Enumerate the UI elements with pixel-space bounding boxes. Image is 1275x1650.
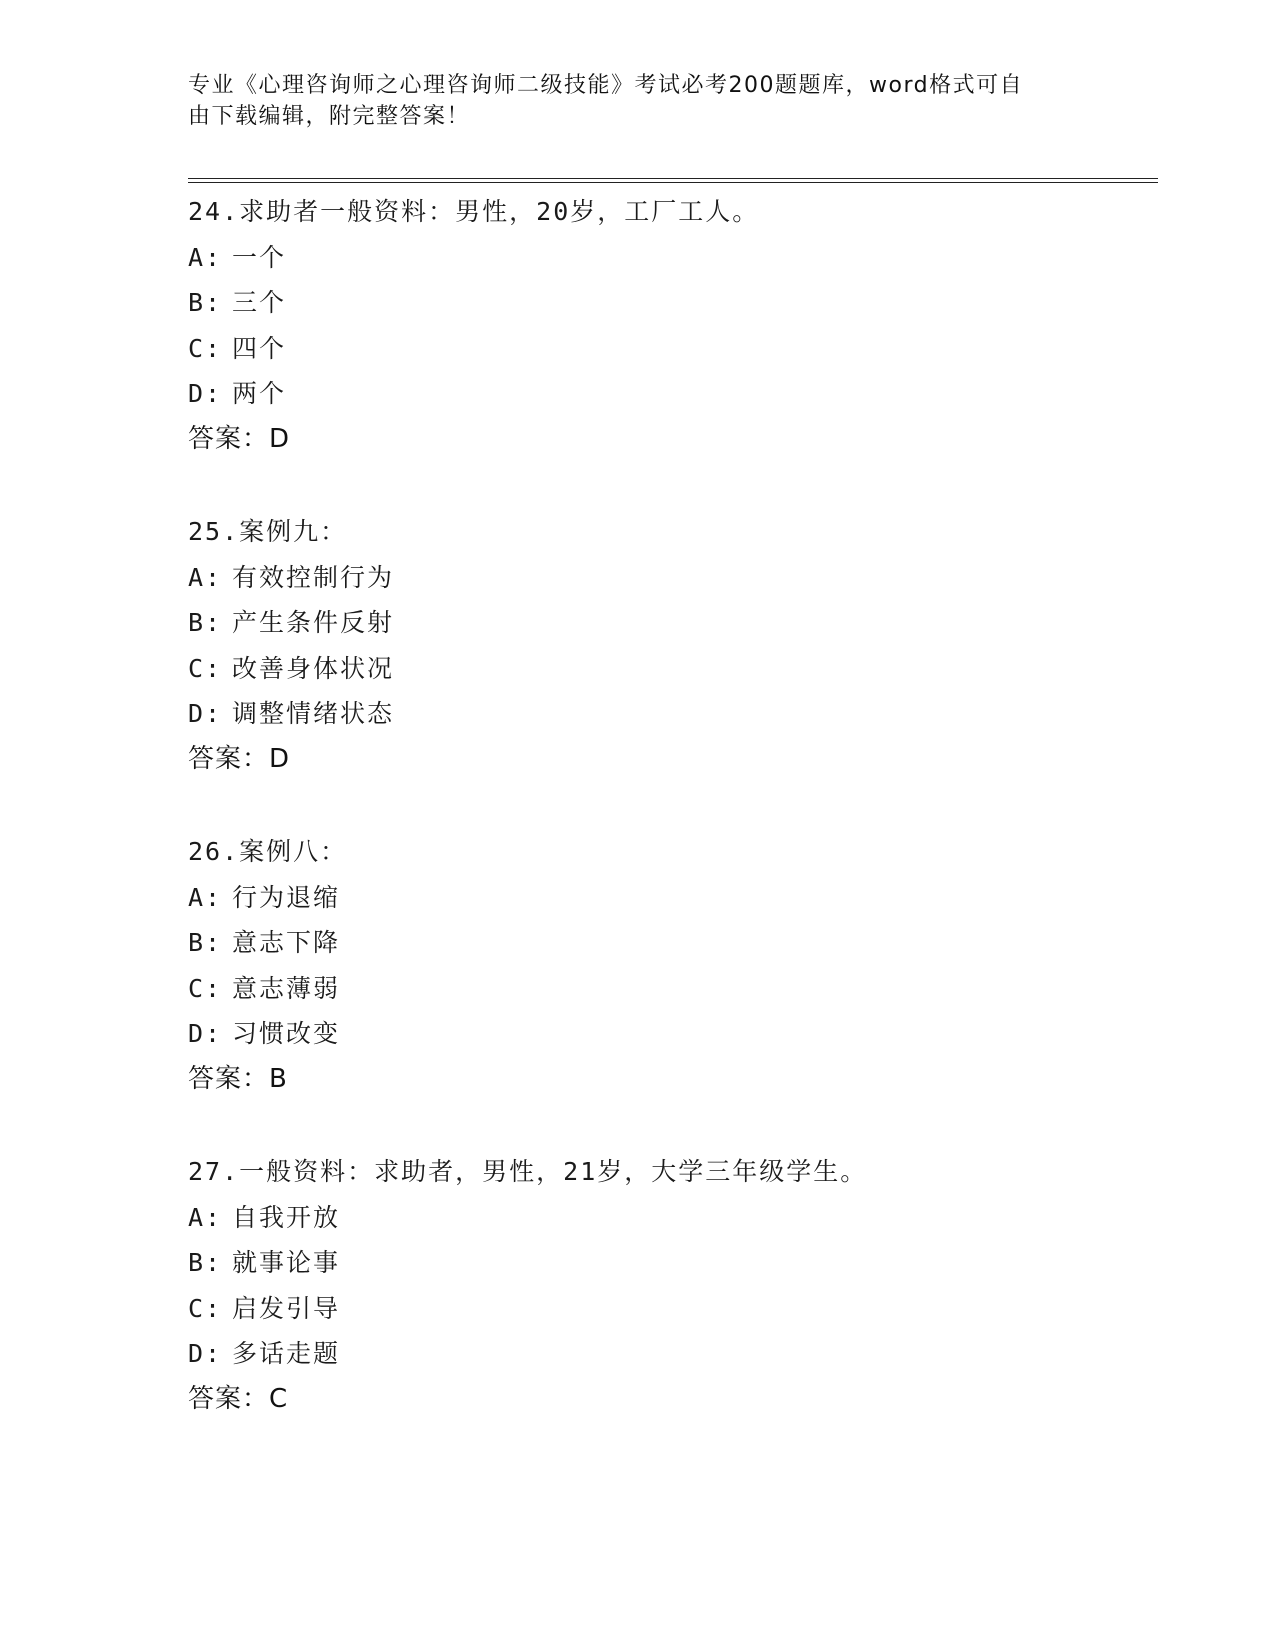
option-letter: B: <box>188 1248 223 1277</box>
option-text: 四个 <box>232 333 287 363</box>
option-d <box>188 371 1158 417</box>
option-text: 行为退缩 <box>232 882 341 912</box>
option-letter: B: <box>188 928 223 957</box>
option-text: 三个 <box>232 288 287 317</box>
option-letter: C: <box>188 333 223 363</box>
option-c <box>188 326 1158 372</box>
option-a <box>188 875 1158 921</box>
option-text: 调整情绪状态 <box>232 699 395 728</box>
option-letter: A: <box>188 1202 223 1232</box>
option-c <box>188 966 1158 1012</box>
option-letter: B: <box>188 608 223 637</box>
answer-line: 答案：C <box>188 1383 289 1414</box>
option-text: 一个 <box>232 242 287 272</box>
option-c <box>188 646 1158 692</box>
option-text: 意志薄弱 <box>232 973 341 1003</box>
option-text: 习惯改变 <box>232 1019 341 1048</box>
option-text: 启发引导 <box>232 1293 341 1323</box>
option-b <box>188 920 1158 966</box>
option-letter: A: <box>188 882 223 912</box>
option-letter: C: <box>188 653 223 683</box>
header-divider-top <box>188 178 1158 179</box>
option-text: 就事论事 <box>232 1248 341 1277</box>
answer-line: 答案：D <box>188 423 291 454</box>
header-divider-bottom <box>188 182 1158 183</box>
option-b <box>188 600 1158 646</box>
question-stem: 26.案例八： <box>188 837 348 866</box>
option-text: 自我开放 <box>232 1202 341 1232</box>
option-b <box>188 1240 1158 1286</box>
answer-line: 答案：B <box>188 1063 288 1094</box>
option-d <box>188 691 1158 737</box>
document-header <box>188 70 1068 132</box>
option-b <box>188 280 1158 326</box>
option-d <box>188 1011 1158 1057</box>
question-26 <box>188 829 1158 1102</box>
option-text: 产生条件反射 <box>232 608 395 637</box>
option-letter: D: <box>188 1339 223 1368</box>
question-stem: 25.案例九： <box>188 517 348 546</box>
option-letter: A: <box>188 242 223 272</box>
header-line-2: 由下载编辑，附完整答案！ <box>188 104 471 129</box>
option-letter: D: <box>188 699 223 728</box>
question-24 <box>188 189 1158 462</box>
option-letter: B: <box>188 288 223 317</box>
question-list <box>188 189 1158 1422</box>
answer-line: 答案：D <box>188 743 291 774</box>
option-c <box>188 1286 1158 1332</box>
question-stem: 27.一般资料：求助者，男性，21岁，大学三年级学生。 <box>188 1157 868 1186</box>
question-25 <box>188 509 1158 782</box>
question-27 <box>188 1149 1158 1422</box>
option-d <box>188 1331 1158 1377</box>
option-text: 改善身体状况 <box>232 653 395 683</box>
option-letter: C: <box>188 973 223 1003</box>
option-a <box>188 235 1158 281</box>
header-line-1: 专业《心理咨询师之心理咨询师二级技能》考试必考200题题库，word格式可自 <box>188 73 1024 98</box>
option-a <box>188 555 1158 601</box>
option-letter: D: <box>188 1019 223 1048</box>
option-letter: C: <box>188 1293 223 1323</box>
option-text: 意志下降 <box>232 928 341 957</box>
option-text: 有效控制行为 <box>232 562 395 592</box>
option-text: 多话走题 <box>232 1339 341 1368</box>
question-stem: 24.求助者一般资料：男性，20岁，工厂工人。 <box>188 197 760 226</box>
option-a <box>188 1195 1158 1241</box>
option-letter: D: <box>188 379 223 408</box>
option-text: 两个 <box>232 379 287 408</box>
option-letter: A: <box>188 562 223 592</box>
